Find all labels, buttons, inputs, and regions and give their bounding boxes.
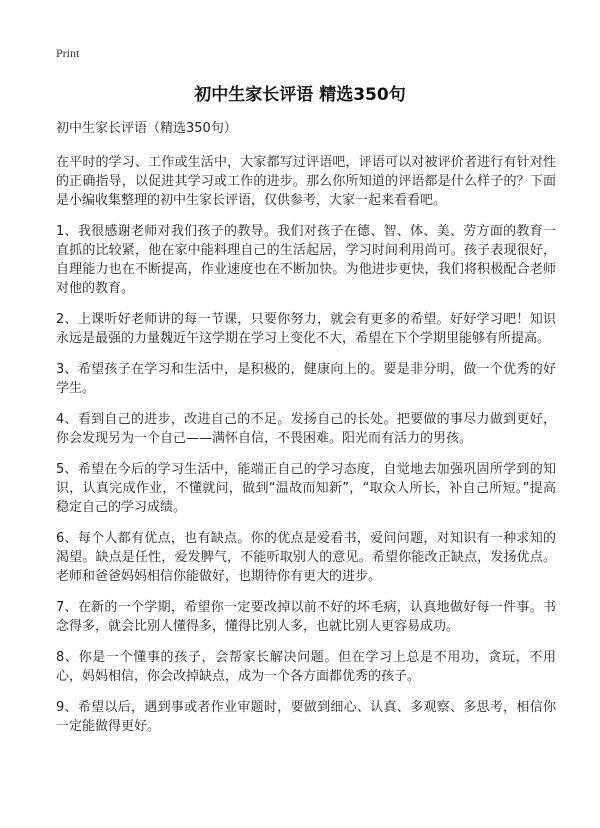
comment-item-3: 3、希望孩子在学习和生活中，是积极的，健康向上的。要是非分明，做一个优秀的好学生。 [56, 362, 556, 396]
article-body [56, 120, 556, 748]
intro-paragraph: 在平时的学习、工作或生活中，大家都写过评语吧，评语可以对被评价者进行有针对性的正确指导，以促进其学习或工作的进步。那么你所知道的评语都是什么样子的？下面是小编收集整理的初中生家长评语，仅供参考，大家一起来看看吧。 [56, 155, 556, 208]
article-subtitle: 初中生家长评语（精选350句） [56, 121, 237, 136]
print-link[interactable]: Print [56, 46, 80, 60]
comment-item-4: 4、看到自己的进步，改进自己的不足。发扬自己的长处。把要做的事尽力做到更好，你会发现另为一个自己——满怀自信，不畏困难。阳光而有活力的男孩。 [56, 412, 556, 446]
comment-item-9: 9、希望以后，遇到事或者作业审题时，要做到细心、认真、多观察、多思考，相信你一定能做得更好。 [56, 700, 556, 734]
comment-item-2: 2、上课听好老师讲的每一节课，只要你努力，就会有更多的希望。好好学习吧！知识永远是最强的力量魏近午这学期在学习上变化不大，希望在下个学期里能够有所提高。 [56, 312, 556, 346]
comment-item-8: 8、你是一个懂事的孩子，会帮家长解决问题。但在学习上总是不用功，贪玩，不用心，妈妈相信，你会改掉缺点，成为一个各方面都优秀的孩子。 [56, 650, 556, 684]
comment-item-1: 1、我很感谢老师对我们孩子的教导。我们对孩子在德、智、体、美、劳方面的教育一直抓的比较紧，他在家中能料理自己的生活起居，学习时间利用尚可。孩子表现很好，自理能力也在不断提高，作业速度也在不断加快。为他进步更快，我们将积极配合老师对他的教育。 [56, 224, 556, 296]
page-title: 初中生家长评语 精选350句 [194, 85, 406, 105]
comment-item-7: 7、在新的一个学期，希望你一定要改掉以前不好的坏毛病，认真地做好每一件事。书念得多，就会比别人懂得多，懂得比别人多，也就比别人更容易成功。 [56, 600, 556, 634]
comment-item-6: 6、每个人都有优点，也有缺点。你的优点是爱看书，爱问问题，对知识有一种求知的渴望。缺点是任性，爱发脾气，不能听取别人的意见。希望你能改正缺点，发扬优点。老师和爸爸妈妈相信你能做好，也期待你有更大的进步。 [56, 531, 556, 584]
comment-item-5: 5、希望在今后的学习生活中，能端正自己的学习态度，自觉地去加强巩固所学到的知识，认真完成作业，不懂就问，做到“温故而知新”，“取众人所长，补自己所短。”提高稳定自己的学习成绩。 [56, 462, 556, 515]
